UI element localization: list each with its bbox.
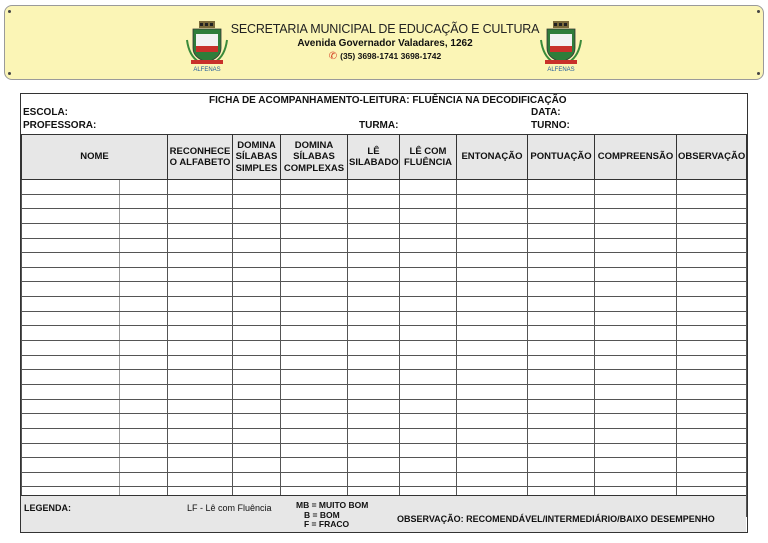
evaluation-cell bbox=[400, 223, 457, 238]
evaluation-cell bbox=[348, 297, 400, 312]
evaluation-cell bbox=[457, 443, 528, 458]
nome-cell bbox=[22, 223, 120, 238]
nome-cell bbox=[120, 282, 168, 297]
evaluation-cell bbox=[168, 399, 233, 414]
evaluation-cell bbox=[348, 443, 400, 458]
evaluation-cell bbox=[528, 414, 595, 429]
evaluation-cell bbox=[528, 267, 595, 282]
nome-cell bbox=[22, 458, 120, 473]
evaluation-cell bbox=[528, 180, 595, 195]
nome-cell bbox=[120, 223, 168, 238]
evaluation-cell bbox=[281, 180, 348, 195]
evaluation-cell bbox=[677, 355, 747, 370]
evaluation-cell bbox=[457, 341, 528, 356]
evaluation-cell bbox=[168, 253, 233, 268]
evaluation-cell bbox=[281, 223, 348, 238]
evaluation-cell bbox=[528, 311, 595, 326]
column-header-nome: NOME bbox=[22, 135, 168, 180]
evaluation-cell bbox=[348, 209, 400, 224]
evaluation-cell bbox=[677, 458, 747, 473]
coat-of-arms-icon bbox=[185, 20, 229, 74]
evaluation-cell bbox=[528, 194, 595, 209]
column-header-compreensao: COMPREENSÃO bbox=[595, 135, 677, 180]
nome-cell bbox=[120, 414, 168, 429]
evaluation-cell bbox=[348, 355, 400, 370]
evaluation-cell bbox=[457, 311, 528, 326]
evaluation-cell bbox=[168, 267, 233, 282]
column-header-silabas-complexas: DOMINA SÍLABAS COMPLEXAS bbox=[281, 135, 348, 180]
city-emblem-left bbox=[185, 20, 229, 74]
evaluation-cell bbox=[677, 209, 747, 224]
evaluation-cell bbox=[528, 384, 595, 399]
nome-cell bbox=[22, 253, 120, 268]
column-header-pontuacao: PONTUAÇÃO bbox=[528, 135, 595, 180]
evaluation-cell bbox=[457, 209, 528, 224]
evaluation-cell bbox=[281, 370, 348, 385]
evaluation-cell bbox=[595, 194, 677, 209]
table-row bbox=[22, 180, 747, 195]
evaluation-cell bbox=[457, 253, 528, 268]
column-header-reconhece-alfabeto: RECONHECE O ALFABETO bbox=[168, 135, 233, 180]
evaluation-cell bbox=[348, 223, 400, 238]
evaluation-cell bbox=[528, 223, 595, 238]
evaluation-cell bbox=[528, 297, 595, 312]
evaluation-cell bbox=[348, 267, 400, 282]
column-header-le-com-fluencia: LÊ COM FLUÊNCIA bbox=[400, 135, 457, 180]
evaluation-cell bbox=[677, 282, 747, 297]
nome-cell bbox=[22, 370, 120, 385]
evaluation-cell bbox=[348, 414, 400, 429]
evaluation-cell bbox=[400, 384, 457, 399]
nome-cell bbox=[120, 194, 168, 209]
evaluation-cell bbox=[400, 341, 457, 356]
evaluation-cell bbox=[595, 443, 677, 458]
reading-tracking-sheet bbox=[20, 93, 748, 533]
nome-cell bbox=[120, 267, 168, 282]
nome-cell bbox=[22, 297, 120, 312]
evaluation-cell bbox=[400, 428, 457, 443]
evaluation-cell bbox=[595, 399, 677, 414]
evaluation-cell bbox=[233, 399, 281, 414]
evaluation-cell bbox=[233, 326, 281, 341]
escola-label: ESCOLA: bbox=[23, 107, 68, 118]
nome-cell bbox=[120, 399, 168, 414]
nome-cell bbox=[22, 311, 120, 326]
table-header-row bbox=[22, 135, 747, 180]
evaluation-cell bbox=[348, 253, 400, 268]
evaluation-cell bbox=[168, 311, 233, 326]
evaluation-cell bbox=[457, 194, 528, 209]
evaluation-cell bbox=[348, 370, 400, 385]
evaluation-cell bbox=[168, 180, 233, 195]
evaluation-cell bbox=[281, 414, 348, 429]
evaluation-cell bbox=[348, 311, 400, 326]
evaluation-cell bbox=[677, 341, 747, 356]
evaluation-cell bbox=[281, 355, 348, 370]
nome-cell bbox=[22, 428, 120, 443]
evaluation-cell bbox=[400, 370, 457, 385]
table-row bbox=[22, 326, 747, 341]
svg-text:ALFENAS: ALFENAS bbox=[547, 67, 575, 73]
evaluation-cell bbox=[595, 267, 677, 282]
evaluation-cell bbox=[677, 194, 747, 209]
coat-of-arms-icon bbox=[539, 20, 583, 74]
table-row bbox=[22, 267, 747, 282]
evaluation-cell bbox=[281, 443, 348, 458]
evaluation-cell bbox=[595, 253, 677, 268]
evaluation-cell bbox=[348, 399, 400, 414]
nome-cell bbox=[120, 326, 168, 341]
table-row bbox=[22, 472, 747, 487]
evaluation-cell bbox=[457, 472, 528, 487]
legend-label: LEGENDA: bbox=[24, 503, 71, 513]
phone-numbers: (35) 3698-1741 3698-1742 bbox=[340, 51, 442, 61]
legend-bar bbox=[21, 495, 746, 532]
nome-cell bbox=[120, 209, 168, 224]
evaluation-cell bbox=[457, 458, 528, 473]
evaluation-cell bbox=[677, 472, 747, 487]
nome-cell bbox=[120, 341, 168, 356]
evaluation-cell bbox=[168, 458, 233, 473]
evaluation-cell bbox=[233, 370, 281, 385]
evaluation-cell bbox=[400, 472, 457, 487]
evaluation-cell bbox=[348, 428, 400, 443]
evaluation-cell bbox=[457, 384, 528, 399]
evaluation-cell bbox=[677, 267, 747, 282]
turma-label: TURMA: bbox=[359, 120, 399, 131]
evaluation-cell bbox=[281, 297, 348, 312]
table-row bbox=[22, 341, 747, 356]
evaluation-cell bbox=[281, 282, 348, 297]
table-row bbox=[22, 355, 747, 370]
evaluation-cell bbox=[168, 443, 233, 458]
evaluation-cell bbox=[677, 223, 747, 238]
evaluation-cell bbox=[281, 341, 348, 356]
table-row bbox=[22, 253, 747, 268]
evaluation-cell bbox=[528, 458, 595, 473]
evaluation-cell bbox=[168, 223, 233, 238]
table-row bbox=[22, 384, 747, 399]
evaluation-cell bbox=[168, 384, 233, 399]
evaluation-cell bbox=[595, 370, 677, 385]
nome-cell bbox=[22, 384, 120, 399]
evaluation-cell bbox=[400, 194, 457, 209]
nome-cell bbox=[22, 209, 120, 224]
table-row bbox=[22, 370, 747, 385]
evaluation-cell bbox=[233, 267, 281, 282]
evaluation-cell bbox=[168, 355, 233, 370]
evaluation-cell bbox=[281, 458, 348, 473]
evaluation-cell bbox=[168, 341, 233, 356]
evaluation-cell bbox=[168, 414, 233, 429]
evaluation-cell bbox=[528, 355, 595, 370]
evaluation-cell bbox=[168, 297, 233, 312]
evaluation-cell bbox=[677, 370, 747, 385]
evaluation-cell bbox=[281, 399, 348, 414]
evaluation-cell bbox=[233, 355, 281, 370]
evaluation-cell bbox=[595, 355, 677, 370]
evaluation-cell bbox=[677, 238, 747, 253]
evaluation-cell bbox=[677, 428, 747, 443]
evaluation-cell bbox=[348, 326, 400, 341]
turno-label: TURNO: bbox=[531, 120, 570, 131]
evaluation-cell bbox=[233, 384, 281, 399]
table-row bbox=[22, 297, 747, 312]
evaluation-cell bbox=[400, 443, 457, 458]
evaluation-cell bbox=[677, 414, 747, 429]
nome-cell bbox=[120, 355, 168, 370]
evaluation-cell bbox=[168, 428, 233, 443]
nome-cell bbox=[120, 311, 168, 326]
corner-dot bbox=[757, 72, 760, 75]
evaluation-cell bbox=[528, 428, 595, 443]
evaluation-cell bbox=[595, 428, 677, 443]
evaluation-cell bbox=[233, 297, 281, 312]
evaluation-cell bbox=[233, 428, 281, 443]
evaluation-cell bbox=[400, 326, 457, 341]
corner-dot bbox=[757, 10, 760, 13]
table-row bbox=[22, 223, 747, 238]
nome-cell bbox=[22, 326, 120, 341]
evaluation-cell bbox=[400, 238, 457, 253]
evaluation-cell bbox=[528, 341, 595, 356]
evaluation-cell bbox=[168, 370, 233, 385]
evaluation-cell bbox=[677, 253, 747, 268]
nome-cell bbox=[22, 180, 120, 195]
evaluation-cell bbox=[528, 209, 595, 224]
evaluation-cell bbox=[677, 326, 747, 341]
evaluation-cell bbox=[168, 472, 233, 487]
evaluation-cell bbox=[400, 267, 457, 282]
evaluation-cell bbox=[457, 180, 528, 195]
nome-cell bbox=[22, 341, 120, 356]
letterhead-text bbox=[225, 22, 545, 62]
city-emblem-right bbox=[539, 20, 583, 74]
evaluation-cell bbox=[348, 458, 400, 473]
evaluation-cell bbox=[595, 311, 677, 326]
evaluation-cell bbox=[595, 458, 677, 473]
evaluation-cell bbox=[400, 297, 457, 312]
evaluation-cell bbox=[457, 297, 528, 312]
nome-cell bbox=[120, 443, 168, 458]
evaluation-cell bbox=[457, 414, 528, 429]
evaluation-cell bbox=[457, 428, 528, 443]
evaluation-cell bbox=[595, 223, 677, 238]
evaluation-cell bbox=[233, 180, 281, 195]
evaluation-cell bbox=[595, 472, 677, 487]
evaluation-cell bbox=[400, 458, 457, 473]
evaluation-cell bbox=[233, 194, 281, 209]
nome-cell bbox=[120, 428, 168, 443]
evaluation-table bbox=[21, 134, 747, 517]
nome-cell bbox=[22, 267, 120, 282]
column-header-entonacao: ENTONAÇÃO bbox=[457, 135, 528, 180]
corner-dot bbox=[8, 10, 11, 13]
table-row bbox=[22, 282, 747, 297]
legend-b: B = BOM bbox=[304, 510, 340, 520]
table-row bbox=[22, 399, 747, 414]
evaluation-cell bbox=[677, 311, 747, 326]
evaluation-cell bbox=[281, 253, 348, 268]
evaluation-cell bbox=[233, 282, 281, 297]
evaluation-cell bbox=[233, 472, 281, 487]
evaluation-cell bbox=[457, 326, 528, 341]
form-title: FICHA DE ACOMPANHAMENTO-LEITURA: FLUÊNCIA NA DECODIFICAÇÃO bbox=[209, 95, 567, 106]
nome-cell bbox=[120, 384, 168, 399]
table-row bbox=[22, 414, 747, 429]
evaluation-cell bbox=[281, 311, 348, 326]
form-info bbox=[21, 94, 747, 134]
evaluation-cell bbox=[595, 414, 677, 429]
column-header-silabas-simples: DOMINA SÍLABAS SIMPLES bbox=[233, 135, 281, 180]
evaluation-cell bbox=[400, 253, 457, 268]
column-header-le-silabado: LÊ SILABADO bbox=[348, 135, 400, 180]
evaluation-cell bbox=[400, 209, 457, 224]
evaluation-cell bbox=[281, 428, 348, 443]
nome-cell bbox=[120, 458, 168, 473]
evaluation-cell bbox=[595, 282, 677, 297]
evaluation-cell bbox=[168, 209, 233, 224]
nome-cell bbox=[22, 238, 120, 253]
legend-lf: LF - Lê com Fluência bbox=[187, 503, 272, 513]
evaluation-cell bbox=[281, 194, 348, 209]
evaluation-cell bbox=[233, 443, 281, 458]
phone-icon: ✆ bbox=[328, 51, 338, 62]
legend-f: F = FRACO bbox=[304, 519, 350, 529]
nome-cell bbox=[120, 472, 168, 487]
evaluation-cell bbox=[233, 209, 281, 224]
evaluation-cell bbox=[528, 238, 595, 253]
evaluation-cell bbox=[233, 341, 281, 356]
evaluation-cell bbox=[457, 355, 528, 370]
table-row bbox=[22, 238, 747, 253]
evaluation-cell bbox=[281, 472, 348, 487]
evaluation-cell bbox=[281, 238, 348, 253]
svg-text:ALFENAS: ALFENAS bbox=[193, 67, 221, 73]
evaluation-cell bbox=[677, 180, 747, 195]
professora-label: PROFESSORA: bbox=[23, 120, 97, 131]
evaluation-cell bbox=[348, 194, 400, 209]
evaluation-cell bbox=[595, 384, 677, 399]
evaluation-cell bbox=[528, 282, 595, 297]
evaluation-cell bbox=[400, 180, 457, 195]
table-row bbox=[22, 458, 747, 473]
evaluation-cell bbox=[281, 326, 348, 341]
evaluation-cell bbox=[528, 399, 595, 414]
evaluation-cell bbox=[400, 311, 457, 326]
nome-cell bbox=[120, 297, 168, 312]
evaluation-cell bbox=[281, 209, 348, 224]
evaluation-cell bbox=[168, 194, 233, 209]
nome-cell bbox=[22, 443, 120, 458]
evaluation-cell bbox=[595, 209, 677, 224]
evaluation-cell bbox=[233, 311, 281, 326]
evaluation-cell bbox=[233, 253, 281, 268]
nome-cell bbox=[22, 194, 120, 209]
department-title: SECRETARIA MUNICIPAL DE EDUCAÇÃO E CULTURA bbox=[230, 22, 540, 36]
evaluation-cell bbox=[677, 384, 747, 399]
evaluation-cell bbox=[595, 341, 677, 356]
evaluation-cell bbox=[168, 326, 233, 341]
nome-cell bbox=[22, 414, 120, 429]
legend-observacao: OBSERVAÇÃO: RECOMENDÁVEL/INTERMEDIÁRIO/BAIXO DESEMPENHO bbox=[397, 514, 715, 524]
evaluation-cell bbox=[457, 282, 528, 297]
evaluation-cell bbox=[233, 458, 281, 473]
nome-cell bbox=[22, 355, 120, 370]
evaluation-cell bbox=[400, 355, 457, 370]
evaluation-cell bbox=[168, 282, 233, 297]
letterhead bbox=[4, 5, 764, 80]
nome-cell bbox=[120, 180, 168, 195]
evaluation-cell bbox=[677, 443, 747, 458]
evaluation-cell bbox=[677, 399, 747, 414]
evaluation-cell bbox=[348, 472, 400, 487]
evaluation-cell bbox=[595, 238, 677, 253]
legend-mb: MB = MUITO BOM bbox=[296, 500, 369, 510]
evaluation-cell bbox=[400, 282, 457, 297]
department-phone bbox=[225, 51, 545, 62]
table-row bbox=[22, 443, 747, 458]
evaluation-cell bbox=[348, 282, 400, 297]
evaluation-cell bbox=[457, 238, 528, 253]
column-header-observacao: OBSERVAÇÃO bbox=[677, 135, 747, 180]
evaluation-cell bbox=[528, 443, 595, 458]
evaluation-cell bbox=[457, 267, 528, 282]
evaluation-cell bbox=[281, 267, 348, 282]
evaluation-cell bbox=[281, 384, 348, 399]
nome-cell bbox=[120, 370, 168, 385]
evaluation-cell bbox=[595, 326, 677, 341]
department-address: Avenida Governador Valadares, 1262 bbox=[297, 38, 473, 49]
table-row bbox=[22, 428, 747, 443]
evaluation-cell bbox=[457, 370, 528, 385]
nome-cell bbox=[120, 238, 168, 253]
evaluation-cell bbox=[528, 370, 595, 385]
evaluation-cell bbox=[677, 297, 747, 312]
evaluation-cell bbox=[233, 238, 281, 253]
table-row bbox=[22, 194, 747, 209]
evaluation-cell bbox=[400, 414, 457, 429]
evaluation-cell bbox=[348, 180, 400, 195]
nome-cell bbox=[22, 472, 120, 487]
evaluation-cell bbox=[348, 341, 400, 356]
data-label: DATA: bbox=[531, 107, 561, 118]
evaluation-cell bbox=[457, 399, 528, 414]
nome-cell bbox=[22, 282, 120, 297]
evaluation-cell bbox=[233, 223, 281, 238]
evaluation-cell bbox=[528, 472, 595, 487]
evaluation-cell bbox=[595, 180, 677, 195]
table-row bbox=[22, 209, 747, 224]
table-row bbox=[22, 311, 747, 326]
evaluation-cell bbox=[348, 238, 400, 253]
corner-dot bbox=[8, 72, 11, 75]
evaluation-cell bbox=[400, 399, 457, 414]
evaluation-cell bbox=[457, 223, 528, 238]
evaluation-cell bbox=[528, 326, 595, 341]
evaluation-cell bbox=[348, 384, 400, 399]
evaluation-cell bbox=[528, 253, 595, 268]
evaluation-cell bbox=[233, 414, 281, 429]
nome-cell bbox=[120, 253, 168, 268]
evaluation-cell bbox=[168, 238, 233, 253]
nome-cell bbox=[22, 399, 120, 414]
evaluation-cell bbox=[595, 297, 677, 312]
table-body bbox=[22, 180, 747, 517]
